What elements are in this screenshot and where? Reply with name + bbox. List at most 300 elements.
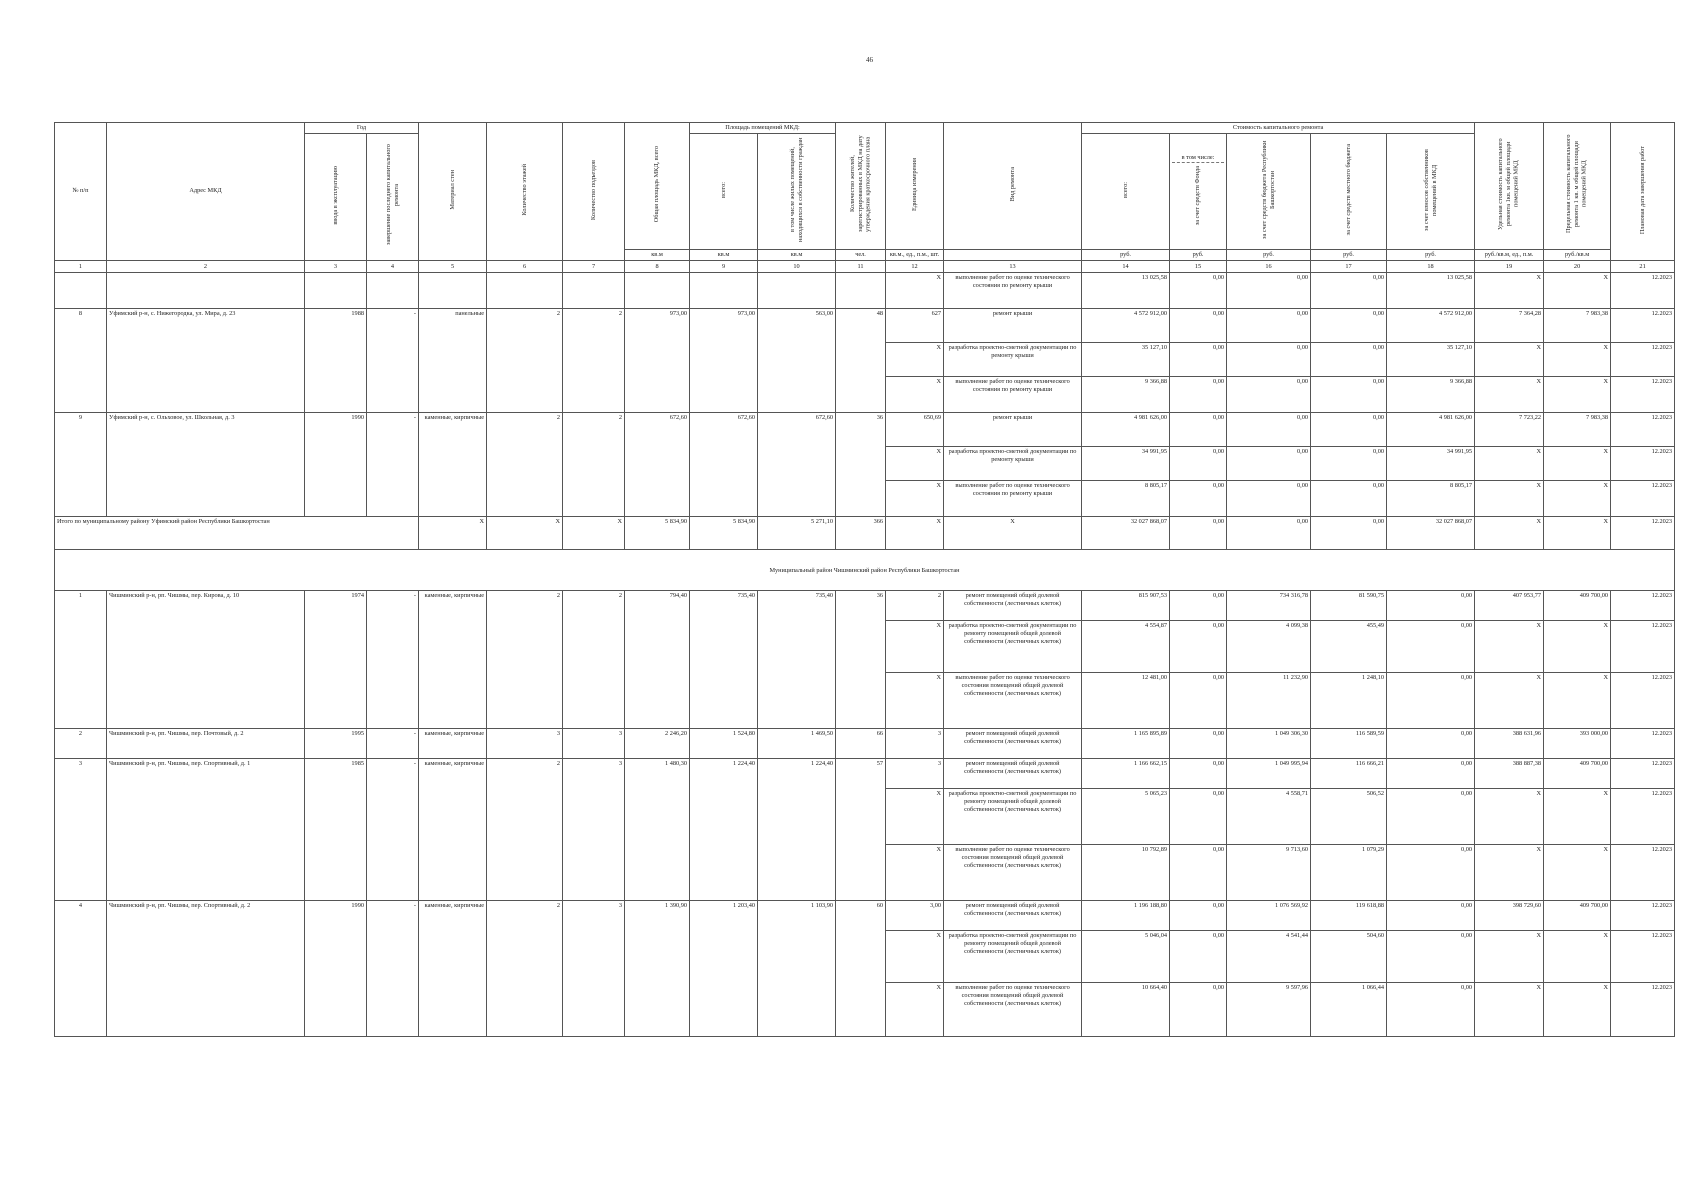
cell-limit-cost: 7 983,38	[1544, 413, 1611, 447]
col-num: 10	[758, 260, 836, 273]
cell-cost-owners: 0,00	[1387, 845, 1475, 901]
cell-limit-cost: X	[1544, 789, 1611, 845]
cell-entrances: 3	[563, 729, 625, 759]
cell-floors: 2	[487, 591, 563, 729]
cell-cost-owners: 0,00	[1387, 591, 1475, 621]
cell-wall: панельные	[419, 309, 487, 413]
cell-cost-republic: 0,00	[1227, 309, 1311, 343]
cell-specific-cost: X	[1475, 673, 1544, 729]
cell-wall: каменные, кирпичные	[419, 591, 487, 729]
cell-cost-local: 119 618,88	[1311, 901, 1387, 931]
cell-cost-owners: 8 805,17	[1387, 481, 1475, 517]
cell-cost-fund: 0,00	[1170, 377, 1227, 413]
header-premises-area-group: Площадь помещений МКД:	[690, 123, 836, 134]
cell-cost-total: 4 554,87	[1082, 621, 1170, 673]
header-wall-material: Материал стен	[419, 123, 487, 261]
cell-residents: 48	[836, 309, 886, 413]
cell-cost-local: 1 066,44	[1311, 983, 1387, 1037]
cell-cost-fund: 0,00	[1170, 931, 1227, 983]
cell-specific-cost: X	[1475, 931, 1544, 983]
cell-limit-cost: 409 700,00	[1544, 901, 1611, 931]
table-row	[55, 729, 1675, 759]
col-num: 2	[107, 260, 305, 273]
unit-area-owned: кв.м	[758, 249, 836, 260]
cell-area-total: 5 834,90	[690, 517, 758, 550]
col-num: 9	[690, 260, 758, 273]
cell-specific-cost: X	[1475, 621, 1544, 673]
cell-area-total: 735,40	[690, 591, 758, 729]
cell-cost-fund: 0,00	[1170, 447, 1227, 481]
cell-last-repair: -	[367, 413, 419, 517]
cell-residents: 36	[836, 413, 886, 517]
cell-repair-type: разработка проектно-сметной документации по ремонту помещений общей долевой собственности (лестничных клеток)	[944, 931, 1082, 983]
cell-cost-owners: 0,00	[1387, 789, 1475, 845]
cell-repair-type: разработка проектно-сметной документации по ремонту крыши	[944, 447, 1082, 481]
cell-area-total: 973,00	[690, 309, 758, 413]
header-year-last-repair: завершение последнего капитального ремонта	[367, 133, 419, 260]
cell-residents: 60	[836, 901, 886, 1037]
cell-limit-cost: X	[1544, 343, 1611, 377]
cell-date: 12.2023	[1611, 413, 1675, 447]
cell-cost-owners: 4 981 626,00	[1387, 413, 1475, 447]
header-cost-owners: за счет взносов собственников помещений в МКД	[1387, 133, 1475, 249]
header-year-commission: ввода в эксплуатацию	[305, 133, 367, 260]
cell-cost-owners: 4 572 912,00	[1387, 309, 1475, 343]
cell-cost-fund: 0,00	[1170, 621, 1227, 673]
cell-no: 2	[55, 729, 107, 759]
cell-cost-republic: 9 597,96	[1227, 983, 1311, 1037]
cell-repair-type: выполнение работ по оценке технического состояния по ремонту крыши	[944, 481, 1082, 517]
header-floors: Количество этажей	[487, 123, 563, 261]
cell-cost-local: 1 079,29	[1311, 845, 1387, 901]
cell-cost-local: 1 248,10	[1311, 673, 1387, 729]
cell-date: 12.2023	[1611, 377, 1675, 413]
capital-repair-table-wrapper	[54, 122, 1674, 1037]
header-cost-local: за счет средств местного бюджета	[1311, 133, 1387, 249]
cell-address: Чишминский р-н, рп. Чишмы, пер. Спортивный, д. 2	[107, 901, 305, 1037]
cell-cost-republic: 1 049 306,30	[1227, 729, 1311, 759]
cell-floors: 2	[487, 759, 563, 901]
cell-cost-total: 34 991,95	[1082, 447, 1170, 481]
cell-cost-owners: 0,00	[1387, 901, 1475, 931]
cell-unit: X	[886, 273, 944, 309]
cell-cost-total: 10 664,40	[1082, 983, 1170, 1037]
cell-wall: каменные, кирпичные	[419, 413, 487, 517]
cell-area-owned: 1 224,40	[758, 759, 836, 901]
cell-cost-fund: 0,00	[1170, 789, 1227, 845]
cell-cost-total: 5 065,23	[1082, 789, 1170, 845]
cell-cost-fund: 0,00	[1170, 673, 1227, 729]
cell-last-repair: -	[367, 901, 419, 1037]
cell-floors: 2	[487, 413, 563, 517]
cell-cost-local: 0,00	[1311, 413, 1387, 447]
cell-repair-type: ремонт помещений общей долевой собственности (лестничных клеток)	[944, 729, 1082, 759]
cell-cost-fund: 0,00	[1170, 343, 1227, 377]
cell-date: 12.2023	[1611, 481, 1675, 517]
cell-cost-total: 35 127,10	[1082, 343, 1170, 377]
cell-cost-owners: 0,00	[1387, 983, 1475, 1037]
unit-total-area: кв.м	[625, 249, 690, 260]
col-num: 14	[1082, 260, 1170, 273]
cell-area: 1 390,90	[625, 901, 690, 1037]
col-num: 3	[305, 260, 367, 273]
cell-no: 1	[55, 591, 107, 729]
cell-limit-cost: X	[1544, 377, 1611, 413]
table-row	[55, 309, 1675, 343]
cell-area-owned: 735,40	[758, 591, 836, 729]
header-specific-cost: Удельная стоимость капитального ремонта 1кв. м общей площади помещений МКД	[1475, 123, 1544, 250]
cell-limit-cost: X	[1544, 481, 1611, 517]
cell-limit-cost: X	[1544, 983, 1611, 1037]
cell-specific-cost: X	[1475, 273, 1544, 309]
cell-entrances: 3	[563, 901, 625, 1037]
cell-cost-total: 5 046,04	[1082, 931, 1170, 983]
cell-specific-cost: X	[1475, 845, 1544, 901]
cell-cost-total: 815 907,53	[1082, 591, 1170, 621]
cell-cost-owners: 13 025,58	[1387, 273, 1475, 309]
total-label: Итого по муниципальному району Уфимский район Республики Башкортостан	[55, 517, 419, 550]
cell-date: 12.2023	[1611, 845, 1675, 901]
header-total-area: Общая площадь МКД, всего	[625, 123, 690, 250]
cell-unit: X	[886, 517, 944, 550]
cell-date: 12.2023	[1611, 621, 1675, 673]
cell-area-owned: 5 271,10	[758, 517, 836, 550]
cell-area: 794,40	[625, 591, 690, 729]
cell-cost-local: 0,00	[1311, 343, 1387, 377]
cell-cost-fund: 0,00	[1170, 591, 1227, 621]
cell-specific-cost: 388 887,38	[1475, 759, 1544, 789]
cell-date: 12.2023	[1611, 273, 1675, 309]
cell-date: 12.2023	[1611, 447, 1675, 481]
header-cost-fund: в том числе: за счет средств Фонда	[1170, 133, 1227, 249]
cell-year: 1995	[305, 729, 367, 759]
cell-last-repair: -	[367, 759, 419, 901]
col-num: 13	[944, 260, 1082, 273]
header-repair-type: Вид ремонта	[944, 123, 1082, 250]
cell-cost-fund: 0,00	[1170, 729, 1227, 759]
cell-cost-local: 504,60	[1311, 931, 1387, 983]
cell-last-repair: -	[367, 729, 419, 759]
cell-area-owned: 563,00	[758, 309, 836, 413]
cell-entrances: 2	[563, 309, 625, 413]
cell-cost-republic: 0,00	[1227, 481, 1311, 517]
cell-unit: X	[886, 845, 944, 901]
cell-cost-fund: 0,00	[1170, 273, 1227, 309]
cell-cost-owners: 9 366,88	[1387, 377, 1475, 413]
cell-wall: X	[419, 517, 487, 550]
header-cost-group: Стоимость капитального ремонта	[1082, 123, 1475, 134]
col-num: 12	[886, 260, 944, 273]
header-residents: Количество жителей, зарегистрированных в МКД на дату утверждения краткосрочного плана	[836, 123, 886, 250]
cell-cost-fund: 0,00	[1170, 901, 1227, 931]
cell-cost-republic: 4 558,71	[1227, 789, 1311, 845]
cell-date: 12.2023	[1611, 309, 1675, 343]
cell-date: 12.2023	[1611, 901, 1675, 931]
header-cost-republic: за счет средств бюджета Республики Башкортостан	[1227, 133, 1311, 249]
cell-cost-total: 4 981 626,00	[1082, 413, 1170, 447]
cell-no: 9	[55, 413, 107, 517]
cell-address: Чишминский р-н, рп. Чишмы, пер. Почтовый, д. 2	[107, 729, 305, 759]
header-year-group: Год	[305, 123, 419, 134]
cell-repair-type: выполнение работ по оценке технического состояния по ремонту крыши	[944, 377, 1082, 413]
cell-cost-local: 0,00	[1311, 447, 1387, 481]
cell-area-owned: 672,60	[758, 413, 836, 517]
cell-cost-republic: 0,00	[1227, 447, 1311, 481]
cell-area-total: 672,60	[690, 413, 758, 517]
cell-last-repair: -	[367, 591, 419, 729]
cell-specific-cost: X	[1475, 983, 1544, 1037]
cell-limit-cost: X	[1544, 517, 1611, 550]
cell-area: 672,60	[625, 413, 690, 517]
cell-specific-cost: X	[1475, 789, 1544, 845]
header-completion-date: Плановая дата завершения работ	[1611, 123, 1675, 261]
cell-cost-total: 32 027 868,07	[1082, 517, 1170, 550]
cell-cost-owners: 34 991,95	[1387, 447, 1475, 481]
cell-specific-cost: X	[1475, 481, 1544, 517]
cell-cost-republic: 0,00	[1227, 273, 1311, 309]
cell-cost-total: 12 481,00	[1082, 673, 1170, 729]
header-cost-total: всего:	[1082, 133, 1170, 249]
unit-repair-type	[944, 249, 1082, 260]
cell-limit-cost: 7 983,38	[1544, 309, 1611, 343]
cell-unit: X	[886, 481, 944, 517]
cell-unit: X	[886, 673, 944, 729]
cell-entrances: 2	[563, 413, 625, 517]
cell-unit: X	[886, 983, 944, 1037]
cell-cost-fund: 0,00	[1170, 983, 1227, 1037]
cell-date: 12.2023	[1611, 759, 1675, 789]
cell-cost-republic: 4 099,38	[1227, 621, 1311, 673]
cell-limit-cost: X	[1544, 273, 1611, 309]
cell-cost-local: 0,00	[1311, 273, 1387, 309]
cell-cost-local: 0,00	[1311, 309, 1387, 343]
header-no: № п/п	[55, 123, 107, 261]
cell-cost-republic: 734 316,78	[1227, 591, 1311, 621]
cell-repair-type: X	[944, 517, 1082, 550]
header-area-total: всего:	[690, 133, 758, 249]
cell-cost-total: 13 025,58	[1082, 273, 1170, 309]
cell-cost-republic: 0,00	[1227, 377, 1311, 413]
cell-cost-local: 455,49	[1311, 621, 1387, 673]
cell-repair-type: выполнение работ по оценке технического состояния по ремонту крыши	[944, 273, 1082, 309]
cell-residents: 57	[836, 759, 886, 901]
section-title: Муниципальный район Чишминский район Республики Башкортостан	[55, 550, 1675, 591]
cell-wall: каменные, кирпичные	[419, 759, 487, 901]
cell-cost-owners: 0,00	[1387, 931, 1475, 983]
cell-year: 1990	[305, 413, 367, 517]
cell-cost-fund: 0,00	[1170, 481, 1227, 517]
col-num: 15	[1170, 260, 1227, 273]
cell-cost-total: 1 166 662,15	[1082, 759, 1170, 789]
capital-repair-table	[54, 122, 1675, 1037]
cell-entrances: 3	[563, 759, 625, 901]
cell-unit: X	[886, 377, 944, 413]
cell-unit: 650,69	[886, 413, 944, 447]
table-row	[55, 591, 1675, 621]
cell-floors: 2	[487, 309, 563, 413]
cell-floors: 3	[487, 729, 563, 759]
col-num: 1	[55, 260, 107, 273]
cell-unit: X	[886, 789, 944, 845]
cell-cost-republic: 0,00	[1227, 343, 1311, 377]
cell-date: 12.2023	[1611, 517, 1675, 550]
cell-entrances: X	[563, 517, 625, 550]
cell-area-owned: 1 103,90	[758, 901, 836, 1037]
table-row	[55, 413, 1675, 447]
header-limit-cost: Предельная стоимость капитального ремонта 1 кв. м общей площади помещений МКД	[1544, 123, 1611, 250]
cell-address: Уфимский р-н, с. Нижегородка, ул. Мира, д. 23	[107, 309, 305, 413]
cell-date: 12.2023	[1611, 789, 1675, 845]
cell-year: 1974	[305, 591, 367, 729]
cell-limit-cost: 409 700,00	[1544, 759, 1611, 789]
cell-unit: X	[886, 447, 944, 481]
cell-limit-cost: X	[1544, 845, 1611, 901]
unit-cost-republic: руб.	[1227, 249, 1311, 260]
cell-residents: 66	[836, 729, 886, 759]
col-num: 19	[1475, 260, 1544, 273]
cell-repair-type: разработка проектно-сметной документации по ремонту помещений общей долевой собственности (лестничных клеток)	[944, 789, 1082, 845]
cell-address: Уфимский р-н, с. Ольховое, ул. Школьная, д. 3	[107, 413, 305, 517]
cell-area: 2 246,20	[625, 729, 690, 759]
cell-cost-owners: 0,00	[1387, 673, 1475, 729]
cell-cost-local: 0,00	[1311, 481, 1387, 517]
unit-area-total: кв.м	[690, 249, 758, 260]
cell-repair-type: разработка проектно-сметной документации по ремонту крыши	[944, 343, 1082, 377]
cell-cost-republic: 4 541,44	[1227, 931, 1311, 983]
cell-repair-type: ремонт помещений общей долевой собственности (лестничных клеток)	[944, 591, 1082, 621]
cell-year: 1988	[305, 309, 367, 413]
cell-limit-cost: X	[1544, 673, 1611, 729]
cell-area: 5 834,90	[625, 517, 690, 550]
cell-unit: X	[886, 931, 944, 983]
cell-cost-local: 116 589,59	[1311, 729, 1387, 759]
col-num: 11	[836, 260, 886, 273]
cell-wall: каменные, кирпичные	[419, 901, 487, 1037]
unit-specific-cost: руб./кв.м, ед., п.м.	[1475, 249, 1544, 260]
cell-specific-cost: 7 364,28	[1475, 309, 1544, 343]
cell-specific-cost: X	[1475, 517, 1544, 550]
cell-unit: 3	[886, 759, 944, 789]
cell-specific-cost: X	[1475, 447, 1544, 481]
cell-cost-owners: 0,00	[1387, 759, 1475, 789]
cell-no: 3	[55, 759, 107, 901]
cell-last-repair: -	[367, 309, 419, 413]
cell-unit: X	[886, 621, 944, 673]
cell-repair-type: выполнение работ по оценке технического состояния помещений общей долевой собственности (лестничных клеток)	[944, 983, 1082, 1037]
unit-unit: кв.м., ед., п.м., шт.	[886, 249, 944, 260]
cell-date: 12.2023	[1611, 343, 1675, 377]
cell-date: 12.2023	[1611, 591, 1675, 621]
cell-no: 4	[55, 901, 107, 1037]
table-row	[55, 273, 1675, 309]
cell-specific-cost: X	[1475, 377, 1544, 413]
total-row	[55, 517, 1675, 550]
section-row	[55, 550, 1675, 591]
unit-cost-total: руб.	[1082, 249, 1170, 260]
cell-cost-republic: 9 713,60	[1227, 845, 1311, 901]
col-num: 6	[487, 260, 563, 273]
cell-cost-local: 81 590,75	[1311, 591, 1387, 621]
col-num: 5	[419, 260, 487, 273]
cell-cost-owners: 35 127,10	[1387, 343, 1475, 377]
cell-residents: 36	[836, 591, 886, 729]
cell-cost-fund: 0,00	[1170, 309, 1227, 343]
cell-unit: 2	[886, 591, 944, 621]
cell-specific-cost: 7 723,22	[1475, 413, 1544, 447]
cell-area: 1 480,30	[625, 759, 690, 901]
cell-cost-republic: 1 049 995,94	[1227, 759, 1311, 789]
cell-specific-cost: 398 729,60	[1475, 901, 1544, 931]
cell-area-total: 1 203,40	[690, 901, 758, 1037]
col-num: 21	[1611, 260, 1675, 273]
col-num: 20	[1544, 260, 1611, 273]
page-number: 46	[866, 56, 873, 64]
cell-limit-cost: X	[1544, 447, 1611, 481]
cell-cost-total: 8 805,17	[1082, 481, 1170, 517]
cell-area-owned: 1 469,50	[758, 729, 836, 759]
cell-repair-type: ремонт помещений общей долевой собственности (лестничных клеток)	[944, 901, 1082, 931]
cell-year: 1990	[305, 901, 367, 1037]
cell-cost-total: 4 572 912,00	[1082, 309, 1170, 343]
cell-cost-local: 506,52	[1311, 789, 1387, 845]
table-row	[55, 759, 1675, 789]
cell-cost-local: 116 666,21	[1311, 759, 1387, 789]
unit-limit-cost: руб./кв.м	[1544, 249, 1611, 260]
cell-date: 12.2023	[1611, 673, 1675, 729]
cell-repair-type: ремонт крыши	[944, 309, 1082, 343]
cell-repair-type: выполнение работ по оценке технического состояния помещений общей долевой собственности (лестничных клеток)	[944, 673, 1082, 729]
cell-cost-fund: 0,00	[1170, 517, 1227, 550]
column-number-row	[55, 260, 1675, 273]
cell-limit-cost: X	[1544, 621, 1611, 673]
col-num: 18	[1387, 260, 1475, 273]
cell-cost-owners: 32 027 868,07	[1387, 517, 1475, 550]
unit-cost-owners: руб.	[1387, 249, 1475, 260]
cell-floors: 2	[487, 901, 563, 1037]
cell-specific-cost: 388 631,96	[1475, 729, 1544, 759]
cell-entrances: 2	[563, 591, 625, 729]
header-entrances: Количество подъездов	[563, 123, 625, 261]
cell-repair-type: ремонт помещений общей долевой собственности (лестничных клеток)	[944, 759, 1082, 789]
col-num: 7	[563, 260, 625, 273]
cell-limit-cost: X	[1544, 931, 1611, 983]
cell-cost-fund: 0,00	[1170, 845, 1227, 901]
unit-cost-local: руб.	[1311, 249, 1387, 260]
col-num: 16	[1227, 260, 1311, 273]
cell-cost-local: 0,00	[1311, 377, 1387, 413]
cell-cost-total: 1 196 188,80	[1082, 901, 1170, 931]
cell-date: 12.2023	[1611, 931, 1675, 983]
cell-cost-total: 9 366,88	[1082, 377, 1170, 413]
cell-cost-fund: 0,00	[1170, 759, 1227, 789]
header-unit: Единица измерения	[886, 123, 944, 250]
cell-cost-owners: 0,00	[1387, 621, 1475, 673]
cell-area-total: 1 224,40	[690, 759, 758, 901]
table-row	[55, 901, 1675, 931]
cell-specific-cost: 407 953,77	[1475, 591, 1544, 621]
cell-cost-republic: 0,00	[1227, 517, 1311, 550]
header-address: Адрес МКД	[107, 123, 305, 261]
cell-cost-republic: 11 232,90	[1227, 673, 1311, 729]
cell-cost-total: 1 165 895,89	[1082, 729, 1170, 759]
cell-wall: каменные, кирпичные	[419, 729, 487, 759]
unit-cost-fund: руб.	[1170, 249, 1227, 260]
cell-area-total: 1 524,80	[690, 729, 758, 759]
cell-cost-fund: 0,00	[1170, 413, 1227, 447]
cell-area: 973,00	[625, 309, 690, 413]
cell-address: Чишминский р-н, рп. Чишмы, пер. Кирова, д. 10	[107, 591, 305, 729]
cell-repair-type: разработка проектно-сметной документации по ремонту помещений общей долевой собственности (лестничных клеток)	[944, 621, 1082, 673]
